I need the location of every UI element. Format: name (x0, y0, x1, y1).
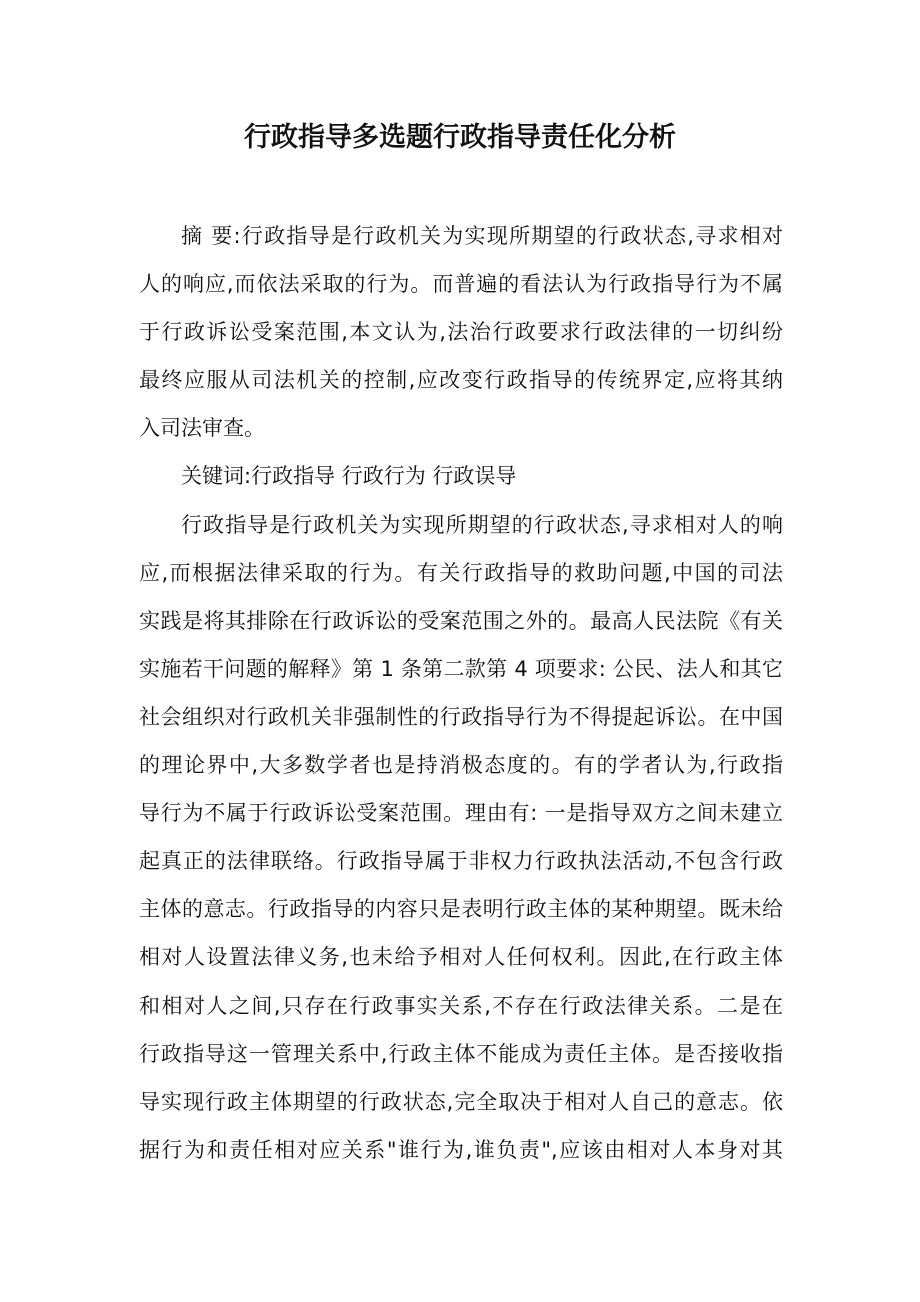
body-line: 导实现行政主体期望的行政状态,完全取决于相对人自己的意志。依 (139, 1089, 783, 1114)
body-line: 和相对人之间,只存在行政事实关系,不存在行政法律关系。二是在 (139, 993, 783, 1018)
body-line: 实践是将其排除在行政诉讼的受案范围之外的。最高人民法院《有关 (139, 608, 783, 633)
abstract-line-last: 入司法审查。 (139, 416, 265, 441)
abstract-line: 摘 要:行政指导是行政机关为实现所期望的行政状态,寻求相对 (181, 224, 783, 248)
abstract-line: 最终应服从司法机关的控制,应改变行政指导的传统界定,应将其纳 (139, 368, 783, 393)
document-title: 行政指导多选题行政指导责任化分析 (244, 122, 676, 153)
keywords-line: 关键词:行政指导 行政行为 行政误导 (181, 464, 517, 489)
body-line: 起真正的法律联络。行政指导属于非权力行政执法活动,不包含行政 (139, 849, 783, 874)
body-line: 导行为不属于行政诉讼受案范围。理由有: 一是指导双方之间未建立 (139, 801, 783, 826)
body-line: 据行为和责任相对应关系"谁行为,谁负责",应该由相对人本身对其 (139, 1137, 783, 1162)
body-line: 实施若干问题的解释》第 1 条第二款第 4 项要求: 公民、法人和其它 (139, 656, 783, 681)
body-line: 行政指导这一管理关系中,行政主体不能成为责任主体。是否接收指 (139, 1041, 783, 1066)
abstract-line: 于行政诉讼受案范围,本文认为,法治行政要求行政法律的一切纠纷 (139, 320, 783, 345)
body-line: 应,而根据法律采取的行为。有关行政指导的救助问题,中国的司法 (139, 560, 783, 585)
document-body (139, 212, 783, 1174)
body-line: 行政指导是行政机关为实现所期望的行政状态,寻求相对人的响 (181, 512, 783, 537)
body-line: 的理论界中,大多数学者也是持消极态度的。有的学者认为,行政指 (139, 753, 783, 778)
body-line: 主体的意志。行政指导的内容只是表明行政主体的某种期望。既未给 (139, 897, 783, 922)
body-line: 相对人设置法律义务,也未给予相对人任何权利。因此,在行政主体 (139, 945, 783, 970)
body-line: 社会组织对行政机关非强制性的行政指导行为不得提起诉讼。在中国 (139, 704, 783, 729)
abstract-line: 人的响应,而依法采取的行为。而普遍的看法认为行政指导行为不属 (139, 272, 783, 297)
